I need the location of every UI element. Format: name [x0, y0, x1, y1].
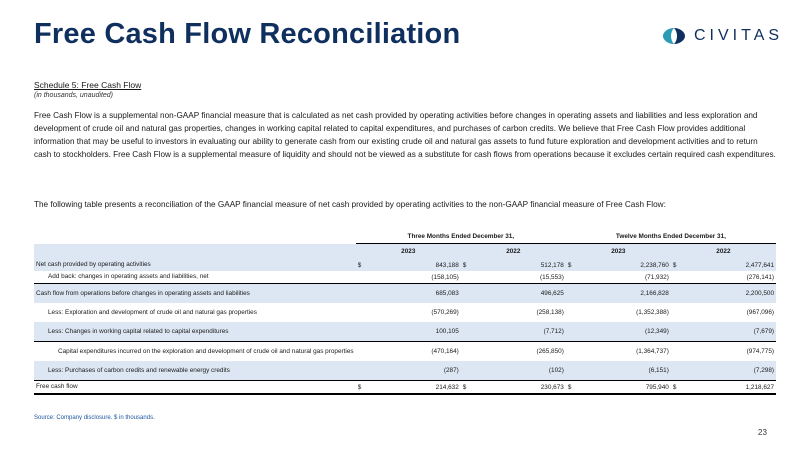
cell-value: (7,712): [478, 322, 566, 342]
page-title: Free Cash Flow Reconciliation: [34, 18, 461, 50]
currency-symbol: $: [671, 381, 688, 395]
cell-value: (102): [478, 361, 566, 381]
row-label: Add back: changes in operating assets and liabilities, net: [48, 273, 209, 281]
currency-symbol: [461, 322, 478, 342]
currency-symbol: [671, 361, 688, 381]
page-number: 23: [758, 428, 767, 437]
cell-value: (1,352,388): [636, 309, 669, 316]
cell-value: (12,349): [583, 322, 671, 342]
table-group-header-row: [34, 229, 776, 244]
currency-symbol: [566, 303, 583, 322]
cell-value: 685,083: [373, 284, 461, 304]
row-label: Net cash provided by operating activities: [34, 259, 356, 271]
table-row: [34, 284, 776, 304]
logo-text: CIVITAS: [694, 27, 784, 44]
cell-value: 795,940: [583, 381, 671, 395]
company-logo: [660, 26, 783, 46]
table-row-total: [34, 381, 776, 395]
cell-value: (6,151): [583, 361, 671, 381]
cell-value: 100,105: [373, 322, 461, 342]
group-header-three-months: Three Months Ended December 31,: [356, 229, 566, 244]
currency-symbol: [356, 342, 373, 362]
cell-value: (470,164): [373, 342, 461, 362]
cell-value: (7,679): [688, 322, 776, 342]
currency-symbol: $: [356, 259, 373, 271]
table-row: [34, 342, 776, 362]
cell-value: (71,932): [645, 273, 669, 281]
currency-symbol: $: [566, 381, 583, 395]
cell-value: 2,166,828: [583, 284, 671, 304]
table-row: [34, 259, 776, 271]
cell-value: (967,096): [746, 309, 774, 316]
description-paragraph: Free Cash Flow is a supplemental non-GAAP financial measure that is calculated as net cash provided by operating activities before changes in operating assets and liabilities and less exploration and development of crude oil and natural gas properties, changes in working capital related to capital expenditures, and purchases of carbon credits. We believe that Free Cash Flow provides additional information that may be useful to investors in evaluating our ability to generate cash from our existing crude oil and natural gas assets to fund future exploration and development activities and to return cash to stockholders. Free Cash Flow is a supplemental measure of liquidity and should not be viewed as a substitute for cash flows from operations because it excludes certain required cash expenditures.: [34, 111, 776, 159]
currency-symbol: [671, 322, 688, 342]
row-label: Capital expenditures incurred on the exploration and development of crude oil and natural gas properties: [34, 342, 356, 362]
intro-paragraph: The following table presents a reconciliation of the GAAP financial measure of net cash provided by operating activities to the non-GAAP financial measure of Free Cash Flow:: [34, 200, 666, 209]
currency-symbol: [671, 284, 688, 304]
year-header: 2023: [566, 244, 671, 260]
cell-value: (276,141): [746, 273, 774, 281]
table-row: [34, 303, 776, 322]
cell-value: (570,269): [431, 309, 459, 316]
currency-symbol: $: [356, 381, 373, 395]
cell-value: (158,105): [431, 273, 459, 281]
cell-value: (265,850): [478, 342, 566, 362]
source-note: Source: Company disclosure. $ in thousands.: [34, 415, 155, 421]
cell-value: 2,477,641: [688, 259, 776, 271]
cell-value: (287): [373, 361, 461, 381]
currency-symbol: [461, 361, 478, 381]
cell-value: (1,364,737): [583, 342, 671, 362]
year-header: 2022: [461, 244, 566, 260]
year-header: 2022: [671, 244, 776, 260]
free-cash-flow-table: [34, 229, 776, 395]
schedule-note: (in thousands, unaudited): [34, 92, 113, 99]
cell-value: 2,238,760: [583, 259, 671, 271]
currency-symbol: [461, 303, 478, 322]
currency-symbol: [566, 271, 583, 284]
cell-value: 843,188: [373, 259, 461, 271]
currency-symbol: [566, 284, 583, 304]
currency-symbol: [671, 271, 688, 284]
currency-symbol: [566, 342, 583, 362]
cell-value: 496,625: [478, 284, 566, 304]
currency-symbol: $: [671, 259, 688, 271]
cell-value: (15,553): [540, 273, 564, 281]
row-label: Cash flow from operations before changes in operating assets and liabilities: [34, 284, 356, 304]
currency-symbol: [461, 284, 478, 304]
table-row: [34, 322, 776, 342]
year-header: 2023: [356, 244, 461, 260]
currency-symbol: [356, 271, 373, 284]
currency-symbol: [566, 361, 583, 381]
currency-symbol: $: [566, 259, 583, 271]
table-row: [34, 271, 776, 284]
currency-symbol: [461, 342, 478, 362]
currency-symbol: $: [461, 259, 478, 271]
row-label: Less: Changes in working capital related to capital expenditures: [34, 322, 356, 342]
cell-value: (258,138): [536, 309, 564, 316]
currency-symbol: [671, 342, 688, 362]
currency-symbol: [356, 303, 373, 322]
cell-value: 2,200,500: [688, 284, 776, 304]
cell-value: (974,775): [688, 342, 776, 362]
currency-symbol: [356, 322, 373, 342]
group-header-twelve-months: Twelve Months Ended December 31,: [566, 229, 776, 244]
schedule-title: Schedule 5: Free Cash Flow: [34, 80, 142, 90]
currency-symbol: [461, 271, 478, 284]
civitas-logo-icon: [660, 26, 688, 46]
currency-symbol: [356, 361, 373, 381]
currency-symbol: $: [461, 381, 478, 395]
currency-symbol: [356, 284, 373, 304]
cell-value: 512,178: [478, 259, 566, 271]
currency-symbol: [671, 303, 688, 322]
cell-value: (7,298): [688, 361, 776, 381]
table-row: [34, 361, 776, 381]
row-label: Free cash flow: [34, 381, 356, 395]
cell-value: 1,218,627: [688, 381, 776, 395]
currency-symbol: [566, 322, 583, 342]
row-label: Less: Exploration and development of crude oil and natural gas properties: [48, 308, 257, 316]
cell-value: 230,673: [478, 381, 566, 395]
table-year-header-row: [34, 244, 776, 260]
row-label: Less: Purchases of carbon credits and renewable energy credits: [34, 361, 356, 381]
cell-value: 214,632: [373, 381, 461, 395]
